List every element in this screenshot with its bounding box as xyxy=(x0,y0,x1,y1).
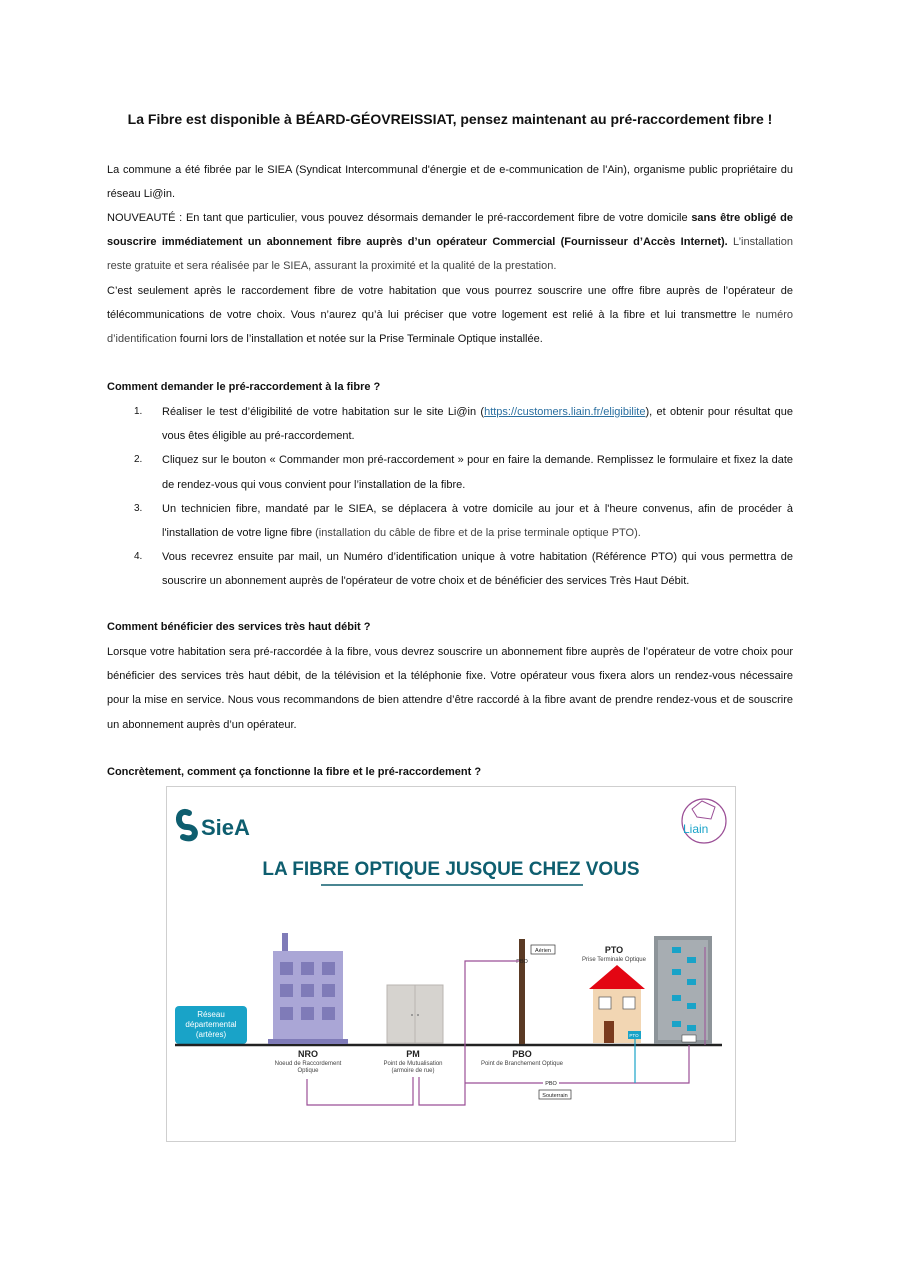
house xyxy=(589,965,645,1043)
nro-label-1: Noeud de Raccordement xyxy=(274,1061,342,1067)
eligibility-link[interactable]: https://customers.liain.fr/eligibilite xyxy=(484,406,646,418)
pto-label: Prise Terminale Optique xyxy=(582,957,646,963)
pbo-pole xyxy=(519,939,525,1044)
diagram-title: LA FIBRE OPTIQUE JUSQUE CHEZ VOUS xyxy=(262,859,640,880)
step-number: 1. xyxy=(134,406,143,417)
pbo-souterrain-small: PBO xyxy=(545,1081,557,1087)
list-item xyxy=(107,400,793,448)
page-title: La Fibre est disponible à BÉARD-GÉOVREISSIAT, pensez maintenant au pré-raccordement fibre ! xyxy=(127,111,773,127)
pbo-code: PBO xyxy=(512,1049,532,1059)
step-text: Cliquez sur le bouton « Commander mon pré-raccordement » pour en faire la demande. Remplissez le formulaire et fixez la date de rendez-vous qui vous convient pour l’installation de la fibre. xyxy=(162,454,793,491)
list-item xyxy=(107,448,793,496)
aerien-label: Aérien xyxy=(535,948,551,954)
intro-paragraph-1: La commune a été fibrée par le SIEA (Syndicat Intercommunal d'énergie et de e-communication de l'Ain), organisme public propriétaire du réseau Li@in. xyxy=(107,164,793,201)
list-item xyxy=(107,545,793,593)
section-heading-preraccordement: Comment demander le pré-raccordement à la fibre ? xyxy=(107,381,381,393)
services-paragraph: Lorsque votre habitation sera pré-raccordée à la fibre, vous devrez souscrire un abonnement fibre auprès de l’opérateur de votre choix pour bénéficier des services très haut débit, de la télévision et la téléphonie fixe. Votre opérateur vous fixera alors un rendez-vous nécessaire pour la mise en service. Nous vous recommandons de bien attendre d’être raccordé à la fibre avant de prendre rendez-vous et de souscrire un abonnement auprès d’un opérateur. xyxy=(107,646,793,731)
p3-text-b: le numéro d’identification xyxy=(107,309,793,346)
pm-label-2: (armoire de rue) xyxy=(391,1068,435,1074)
intro-paragraph-2 xyxy=(107,206,793,279)
nro-label-2: Optique xyxy=(297,1068,319,1074)
pto-small: PTO xyxy=(629,1033,639,1038)
pm-cabinet xyxy=(387,985,443,1043)
p2-text-a: NOUVEAUTÉ : En tant que particulier, vous pouvez désormais demander le pré-raccordement fibre de votre domicile xyxy=(107,212,692,224)
reseau-line-3: (artères) xyxy=(195,1030,227,1039)
pto-code: PTO xyxy=(604,945,624,955)
p3-text-a: C’est seulement après le raccordement fibre de votre habitation que vous pourrez souscrire une offre fibre auprès de l’opérateur de télécommunications de votre choix. Vous n’aurez qu’à lui préciser que votre logement est relié à la fibre et lui transmettre xyxy=(107,285,793,322)
apartment-building xyxy=(654,936,712,1044)
pbo-aerien-small: PBO xyxy=(516,959,528,965)
souterrain-label: Souterrain xyxy=(542,1093,568,1099)
section-heading-fonctionnement: Concrètement, comment ça fonctionne la fibre et le pré-raccordement ? xyxy=(107,766,482,778)
reseau-line-1: Réseau xyxy=(197,1010,225,1019)
reseau-line-2: départemental xyxy=(185,1020,237,1029)
step-text: Un technicien fibre, mandaté par le SIEA, se déplacera à votre domicile au jour et à l'heure convenus, afin de procéder à l'installation de votre ligne fibre xyxy=(162,502,793,540)
pm-code: PM xyxy=(406,1049,420,1059)
liain-logo xyxy=(682,799,726,843)
step-text-end: (installation du câble de fibre et de la prise terminale optique PTO). xyxy=(312,527,641,540)
p2-text-c: L’installation reste gratuite et sera réalisée par le SIEA, assurant la proximité et la qualité de la prestation. xyxy=(107,236,793,273)
pm-label-1: Point de Mutualisation xyxy=(383,1061,443,1067)
p2-text-bold: sans être obligé de souscrire immédiatement un abonnement fibre auprès d’un opérateur Commercial (Fournisseur d’Accès Internet). xyxy=(107,212,793,249)
pbo-label: Point de Branchement Optique xyxy=(480,1061,564,1067)
steps-list xyxy=(107,400,793,594)
step-number: 2. xyxy=(134,454,143,466)
section-heading-services: Comment bénéficier des services très haut débit ? xyxy=(107,621,371,633)
list-item xyxy=(107,497,793,545)
liain-logo-text: Liain xyxy=(683,822,709,836)
fibre-diagram xyxy=(166,786,736,1142)
step-number: 4. xyxy=(134,551,143,563)
nro-code: NRO xyxy=(298,1049,318,1059)
nro-building xyxy=(268,933,348,1044)
step-text: Réaliser le test d’éligibilité de votre habitation sur le site Li@in ( xyxy=(162,406,485,418)
step-number: 3. xyxy=(134,502,143,514)
intro-paragraph-3 xyxy=(107,279,793,352)
step-text: Vous recevrez ensuite par mail, un Numéro d’identification unique à votre habitation (Référence PTO) qui vous permettra de souscrire un abonnement auprès de l'opérateur de votre choix et de bénéficier des services Très Haut Débit. xyxy=(162,551,793,588)
siea-logo-text: SieA xyxy=(201,815,250,840)
reseau-departemental-box xyxy=(175,1006,247,1044)
siea-logo xyxy=(179,812,250,840)
step-text-end: ), et obtenir pour résultat que vous êtes éligible au pré-raccordement. xyxy=(162,406,793,443)
p3-text-c: fourni lors de l’installation et notée sur la Prise Terminale Optique installée. xyxy=(176,333,543,346)
